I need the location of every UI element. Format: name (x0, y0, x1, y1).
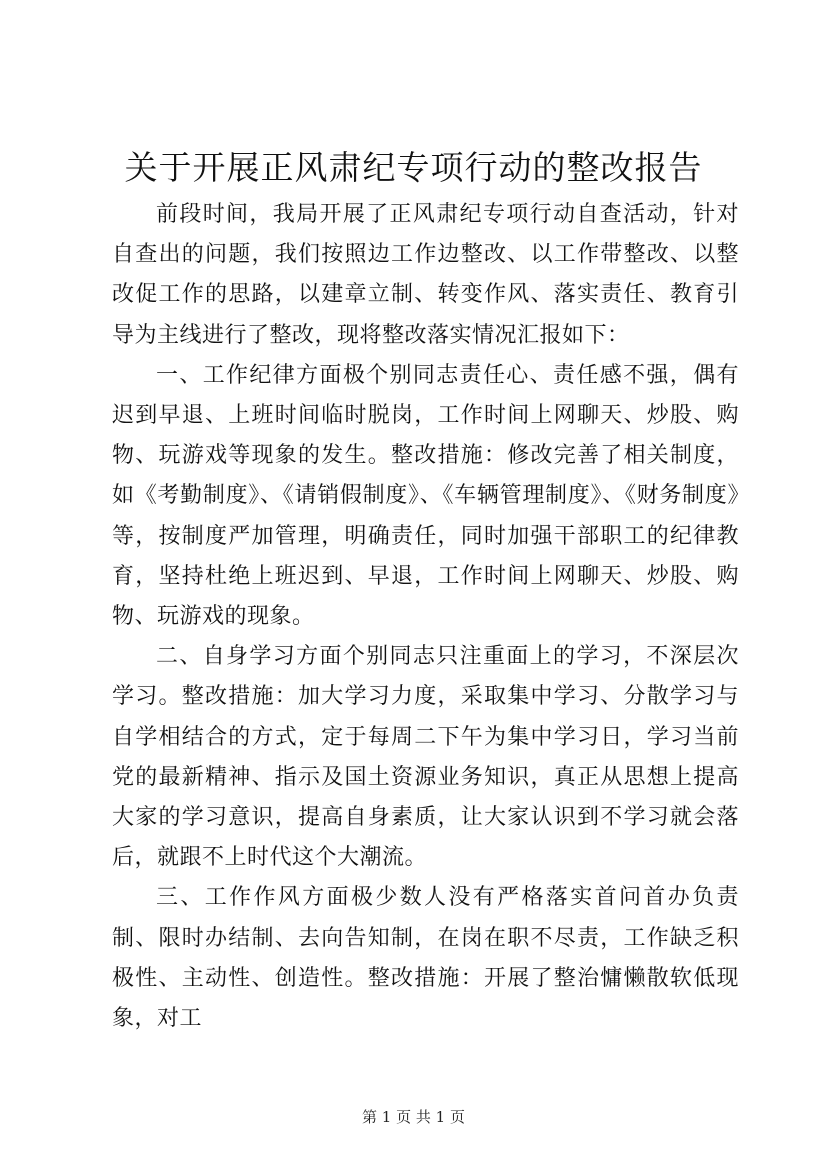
paragraph-self-study: 二、自身学习方面个别同志只注重面上的学习，不深层次学习。整改措施：加大学习力度，采取集中学习、分散学习与自学相结合的方式，定于每周二下午为集中学习日，学习当前党的最新精神、指示及国土资源业务知识，真正从思想上提高大家的学习意识，提高自身素质，让大家认识到不学习就会落后，就跟不上时代这个大潮流。 (112, 644, 739, 871)
paragraph-work-style: 三、工作作风方面极少数人没有严格落实首问首办负责制、限时办结制、去向告知制，在岗在职不尽责，工作缺乏积极性、主动性、创造性。整改措施：开展了整治慵懒散软低现象，对工 (112, 885, 739, 1032)
paragraph-work-discipline: 一、工作纪律方面极个别同志责任心、责任感不强，偶有迟到早退、上班时间临时脱岗，工作时间上网聊天、炒股、购物、玩游戏等现象的发生。整改措施：修改完善了相关制度，如《考勤制度》、《请销假制度》、《车辆管理制度》、《财务制度》等，按制度严加管理，明确责任，同时加强干部职工的纪律教育，坚持杜绝上班迟到、早退，工作时间上网聊天、炒股、购物、玩游戏的现象。 (112, 362, 739, 630)
document-title: 关于开展正风肃纪专项行动的整改报告 (124, 148, 703, 187)
paragraph-intro: 前段时间，我局开展了正风肃纪专项行动自查活动，针对自查出的问题，我们按照边工作边整改、以工作带整改、以整改促工作的思路，以建章立制、转变作风、落实责任、教育引导为主线进行了整改，现将整改落实情况汇报如下： (112, 202, 739, 348)
document-body (112, 195, 739, 1039)
page-footer: 第 1 页 共 1 页 (362, 1108, 465, 1126)
